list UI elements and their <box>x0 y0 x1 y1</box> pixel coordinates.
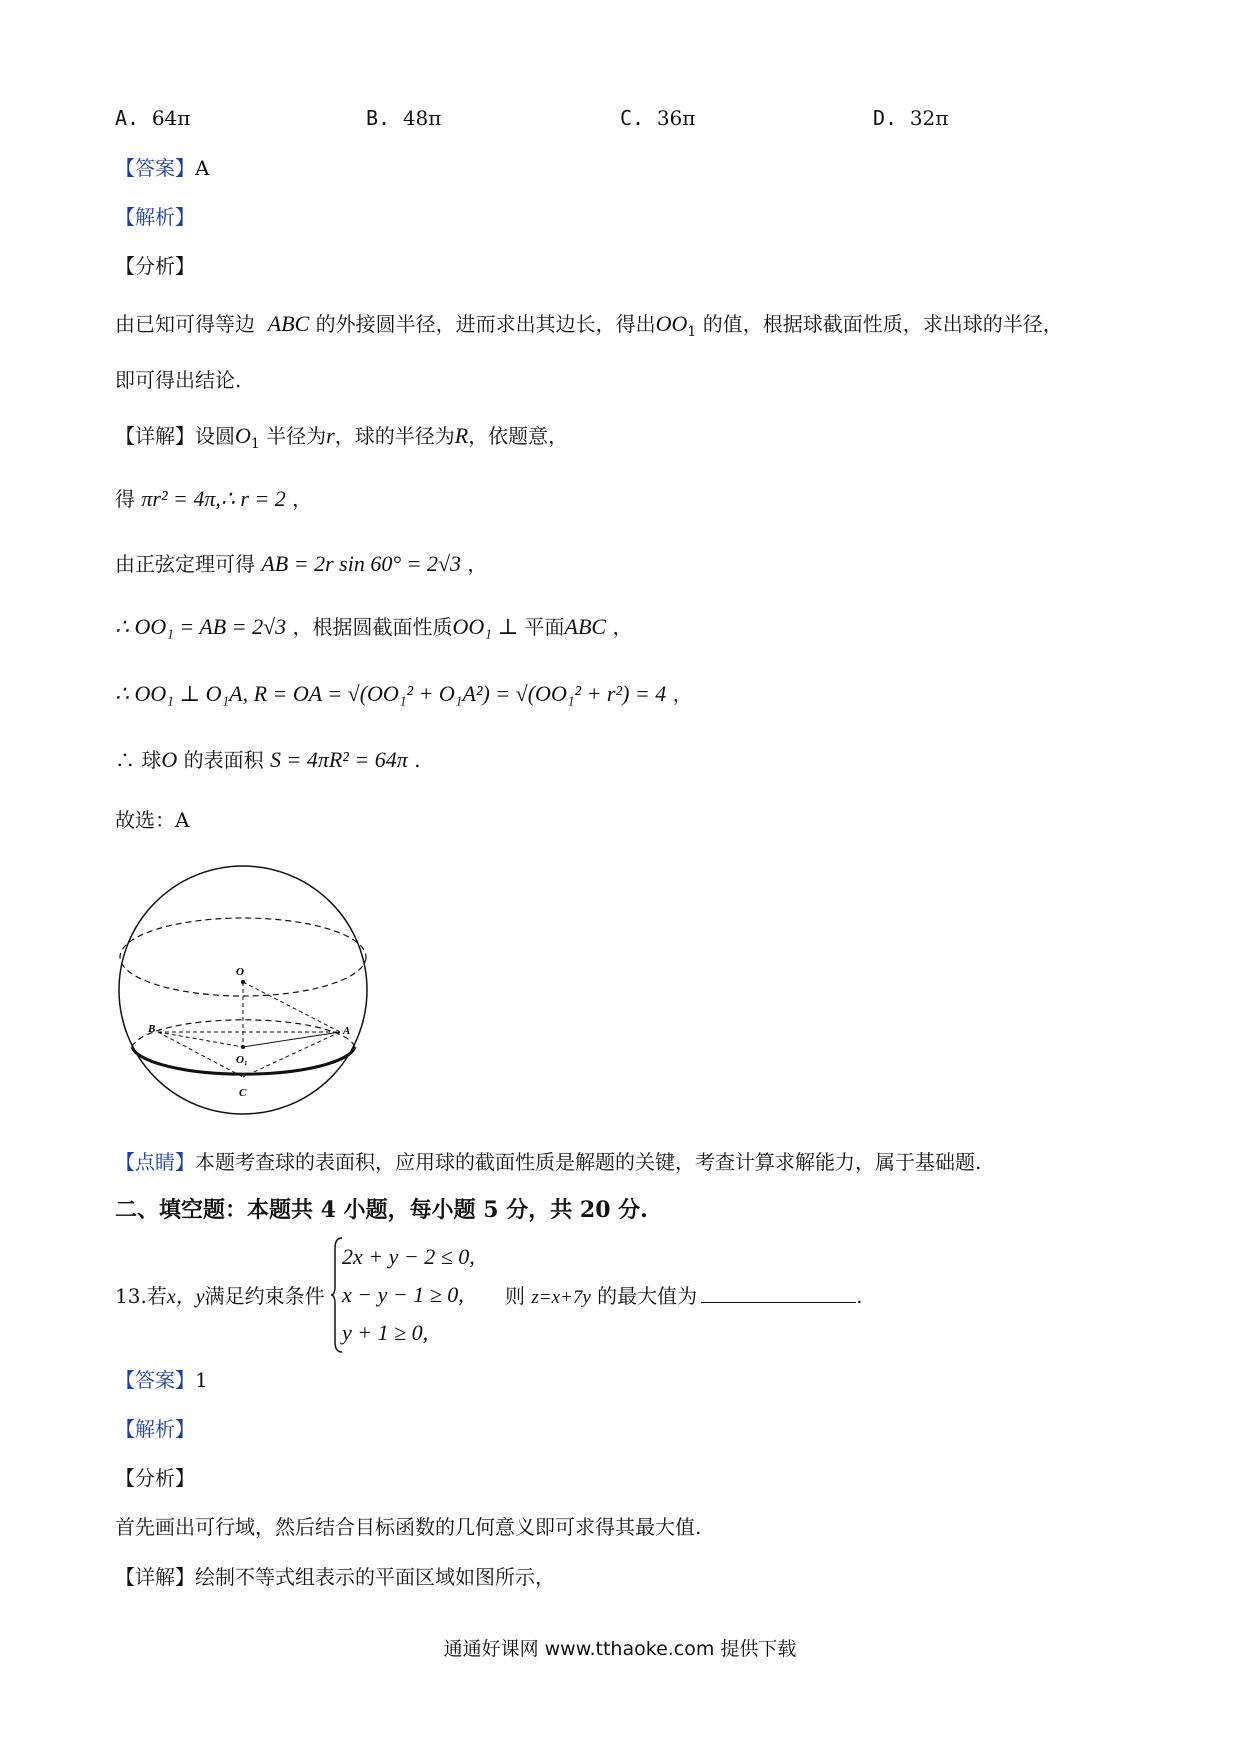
q13-fenxi-heading: 【分析】 <box>115 1466 195 1490</box>
label-b: B <box>148 1023 156 1035</box>
constraint-2: x − y − 1 ≥ 0, <box>342 1282 464 1307</box>
q12-step5: ∴ 球O 的表面积 S = 4πR² = 64π . <box>115 747 421 772</box>
q13-stem-left: 13.若x，y满足约束条件 <box>115 1284 325 1308</box>
q12-answer: 【答案】A <box>115 156 210 180</box>
segment-o-a <box>243 982 340 1032</box>
option-d: D. 32π <box>873 106 949 130</box>
segment-b-c <box>158 1032 243 1077</box>
q13-fenxi: 首先画出可行域，然后结合目标函数的几何意义即可求得其最大值. <box>115 1515 702 1539</box>
q12-step1: 得 πr² = 4π,∴ r = 2 ， <box>115 486 313 511</box>
q12-step3: ∴ OO₁ = AB = 2√3 ，根据圆截面性质OO₁ ⊥ 平面ABC ， <box>115 614 633 639</box>
label-o1: O₁ <box>236 1054 248 1066</box>
q13-detail: 【详解】绘制不等式组表示的平面区域如图所示， <box>115 1565 555 1589</box>
footer-watermark: 通通好课网 www.tthaoke.com 提供下载 <box>443 1638 797 1660</box>
q12-choose: 故选：A <box>115 808 190 832</box>
label-a: A <box>343 1025 351 1037</box>
sphere-figure <box>112 862 374 1122</box>
constraint-1: 2x + y − 2 ≤ 0, <box>342 1244 475 1269</box>
constraint-system <box>342 1238 475 1352</box>
label-o: O <box>236 966 244 978</box>
q13-stem-right: 则 z=x+7y 的最大值为 . <box>505 1284 863 1308</box>
q13-jiexi: 【解析】 <box>115 1417 195 1441</box>
label-c: C <box>239 1087 247 1099</box>
section2-title: 二、填空题：本题共 4 小题，每小题 5 分，共 20 分. <box>115 1197 648 1223</box>
q12-fenxi-line2: 即可得出结论. <box>115 368 242 392</box>
option-c: C. 36π <box>620 106 696 130</box>
point-o <box>241 980 245 984</box>
q12-step4: ∴ OO₁ ⊥ O₁A, R = OA = √(OO₁² + O₁A²) = √(OO₁² + r²) = 4 ， <box>115 681 693 706</box>
option-a: A. 64π <box>115 106 191 130</box>
q12-step2: 由正弦定理可得 AB = 2r sin 60° = 2√3 ， <box>115 551 488 576</box>
q12-detail-line: 【详解】设圆$O_1$ 半径为r，球的半径为R，依题意， <box>115 423 569 452</box>
constraint-3: y + 1 ≥ 0, <box>342 1320 429 1345</box>
answer-blank <box>701 1282 856 1303</box>
q12-dianjing: 【点睛】本题考查球的表面积，应用球的截面性质是解题的关键，考查计算求解能力，属于基础题. <box>115 1150 982 1174</box>
q13-answer: 【答案】1 <box>115 1368 208 1392</box>
q12-fenxi-line1: 由已知可得等边 ABC 的外接圆半径，进而求出其边长，得出$OO_1$ 的值，根据球截面性质，求出球的半径， <box>115 311 1063 340</box>
segment-o1-a <box>243 1032 340 1047</box>
point-o1 <box>241 1045 245 1049</box>
q12-jiexi: 【解析】 <box>115 205 195 229</box>
q12-fenxi-heading: 【分析】 <box>115 254 195 278</box>
option-b: B. 48π <box>366 106 442 130</box>
segment-b-o1 <box>158 1032 243 1047</box>
